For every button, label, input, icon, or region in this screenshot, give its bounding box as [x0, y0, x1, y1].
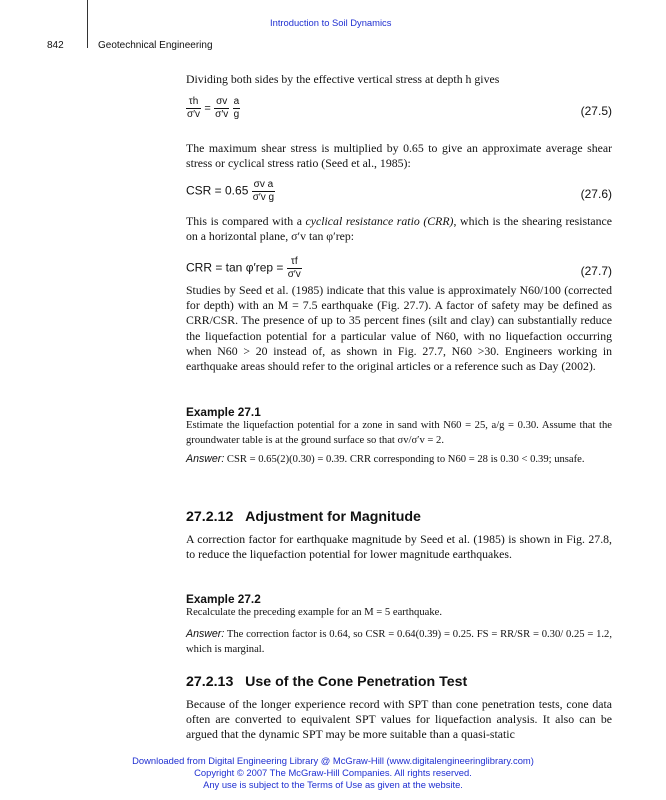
- page-number: 842: [47, 40, 64, 51]
- paragraph-magnitude: A correction factor for earthquake magnitude by Seed et al. (1985) is shown in Fig. 27.8, to reduce the liquefaction potential for lower magnitude earthquakes.: [186, 532, 612, 562]
- paragraph-seed-studies: Studies by Seed et al. (1985) indicate that this value is approximately N60/100 (corrected for depth) with an M = 7.5 earthquake (Fig. 27.7). A factor of safety may be defined as CRR/CSR. The presence of up to 35 percent fines (silt and clay) can substantially reduce the liquefaction potential for a particular value of N60, with no liquefaction occurring when N60 > 20 instead of, as shown in Fig. 27.7, N60 >30. Engineers working in earthquake areas should refer to the original articles or a reference such as Day (2002).: [186, 283, 612, 374]
- eq3-fraction: $\frac{\tau f}{\sigma'v}$: [287, 256, 301, 280]
- example-27-1-text: Estimate the liquefaction potential for a zone in sand with N60 = 25, a/g = 0.30. Assume that the groundwater table is at the ground surface so that σv/σ′v = 2.: [186, 420, 612, 446]
- equation-number: (27.6): [580, 187, 612, 201]
- eq1-ratio-fraction: $\frac{\sigma v}{\sigma'v}$: [215, 96, 229, 120]
- equation-27-6: [186, 179, 612, 209]
- book-title: Geotechnical Engineering: [98, 40, 213, 51]
- eq3-lhs: CRR = tan φ′rep =: [186, 260, 284, 275]
- eq2-lhs: CSR = 0.65: [186, 183, 249, 198]
- equation-27-5: $\frac{\tau h}{\sigma'v}$ = $\frac{\sigma v}{\sigma'v}$ $\frac{a}{g}$ (27.5): [187, 96, 612, 120]
- equation-number: (27.5): [580, 104, 612, 118]
- example-27-1-title: Example 27.1: [186, 405, 261, 419]
- footer-copyright: Copyright © 2007 The McGraw-Hill Companies. All rights reserved.: [194, 767, 472, 778]
- example-27-2-text: Recalculate the preceding example for an M = 5 earthquake.: [186, 607, 442, 618]
- header-divider: [87, 0, 88, 48]
- section-heading-magnitude: 27.2.12 Adjustment for Magnitude: [186, 509, 421, 525]
- paragraph-csr: The maximum shear stress is multiplied by 0.65 to give an approximate average shear stress or cyclical stress ratio (Seed et al., 1985):: [186, 141, 612, 171]
- eq1-accel-fraction: $\frac{a}{g}$: [233, 96, 240, 120]
- running-title: Introduction to Soil Dynamics: [270, 17, 392, 28]
- equation-number: (27.7): [580, 264, 612, 278]
- footer-download-link[interactable]: Downloaded from Digital Engineering Library @ McGraw-Hill (www.digitalengineeringlibrary.com): [132, 755, 534, 766]
- crr-term: cyclical resistance ratio (CRR): [305, 214, 454, 228]
- paragraph-crr: This is compared with a cyclical resistance ratio (CRR), which is the shearing resistance on a horizontal plane, σ′v tan φ′rep:: [186, 214, 613, 244]
- equation-27-7: [186, 256, 612, 286]
- eq1-lhs-fraction: $\frac{\tau h}{\sigma'v}$: [187, 96, 201, 120]
- paragraph-cone: Because of the longer experience record with SPT than cone penetration tests, cone data often are converted to equivalent SPT values for liquefaction analysis. It also can be argued that the dynamic SPT may be more suitable than a quasi-static: [186, 697, 612, 742]
- paragraph-intro: Dividing both sides by the effective vertical stress at depth h gives: [186, 72, 500, 86]
- example-27-2-answer: Answer: The correction factor is 0.64, so CSR = 0.64(0.39) = 0.25. FS = RR/SR = 0.30/ 0.25 = 1.2, which is marginal.: [186, 628, 612, 655]
- example-27-2-title: Example 27.2: [186, 592, 261, 606]
- section-heading-cone: 27.2.13 Use of the Cone Penetration Test: [186, 674, 468, 690]
- footer-terms-link[interactable]: Any use is subject to the Terms of Use as given at the website.: [203, 779, 463, 790]
- footer: [0, 755, 666, 791]
- example-27-1-answer: Answer: CSR = 0.65(2)(0.30) = 0.39. CRR corresponding to N60 = 28 is 0.30 < 0.39; unsafe.: [186, 453, 585, 465]
- eq2-fraction: $\frac{\text{σv a}}{\text{σ′v g}}$: [252, 179, 275, 203]
